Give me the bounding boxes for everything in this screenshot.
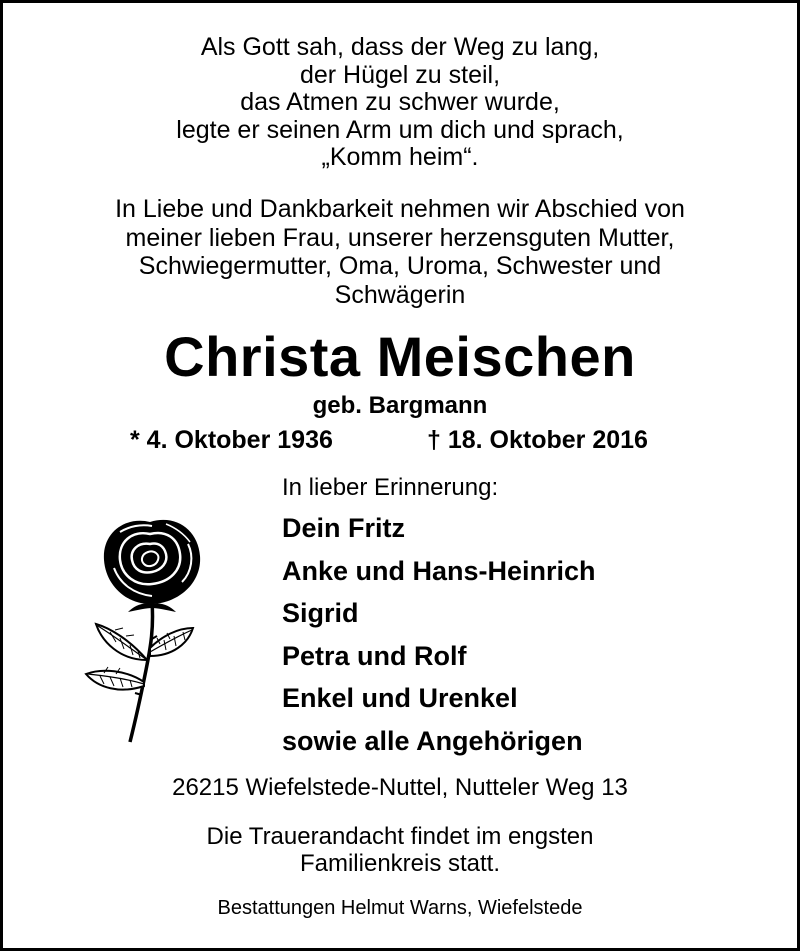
address: 26215 Wiefelstede-Nuttel, Nutteler Weg 13 — [172, 774, 628, 801]
service-note — [0, 823, 800, 877]
birth-date: * 4. Oktober 1936 — [130, 426, 333, 454]
poem-line: „Komm heim“. — [321, 143, 479, 171]
deceased-name: Christa Meischen — [164, 325, 636, 388]
poem — [0, 34, 800, 172]
note-line: Familienkreis statt. — [299, 850, 501, 877]
mourner: sowie alle Angehörigen — [282, 725, 583, 756]
mourner: Enkel und Urenkel — [282, 683, 518, 713]
memory-label: In lieber Erinnerung: — [282, 474, 499, 501]
death-date: † 18. Oktober 2016 — [427, 426, 648, 454]
mourner: Sigrid — [282, 598, 359, 628]
mourners-list — [282, 507, 596, 762]
mourner: Dein Fritz — [282, 513, 406, 543]
poem-line: das Atmen zu schwer wurde, — [240, 88, 560, 116]
intro-line: In Liebe und Dankbarkeit nehmen wir Abschied von — [115, 195, 685, 223]
mourner: Anke und Hans-Heinrich — [282, 555, 596, 586]
intro-line: meiner lieben Frau, unserer herzensguten Mutter, — [125, 223, 675, 252]
poem-line: legte er seinen Arm um dich und sprach, — [176, 115, 624, 144]
poem-line: der Hügel zu steil, — [299, 60, 501, 89]
poem-line: Als Gott sah, dass der Weg zu lang, — [200, 33, 600, 61]
intro-line: Schwiegermutter, Oma, Uroma, Schwester und — [138, 252, 662, 280]
rose-icon — [80, 510, 220, 745]
mourner: Petra und Rolf — [282, 640, 467, 671]
intro-line: Schwägerin — [334, 280, 466, 309]
farewell-intro — [0, 195, 800, 309]
note-line: Die Trauerandacht findet im engsten — [206, 823, 594, 850]
birth-name: geb. Bargmann — [312, 392, 488, 419]
undertaker: Bestattungen Helmut Warns, Wiefelstede — [217, 897, 583, 919]
